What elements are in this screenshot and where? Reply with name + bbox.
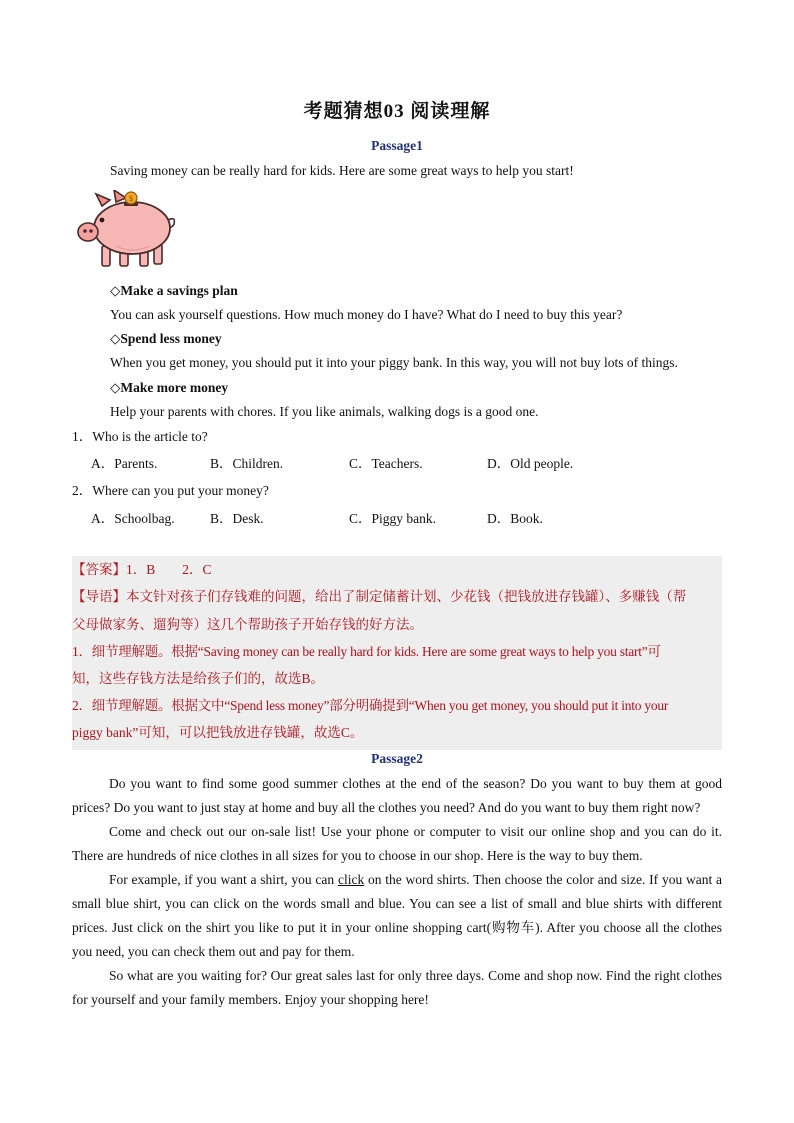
explanation-1-line-2: 知，这些存钱方法是给孩子们的，故选B。 xyxy=(72,671,325,686)
passage2-body xyxy=(72,772,722,1012)
explanation-2-line-2: piggy bank”可知，可以把钱放进存钱罐，故选C。 xyxy=(72,725,364,740)
tip-2-heading: ◇Spend less money xyxy=(110,331,222,346)
passage2-heading: Passage2 xyxy=(371,751,423,766)
passage1-intro: Saving money can be really hard for kids. Here are some great ways to help you start! xyxy=(110,163,574,178)
piggy-bank-illustration xyxy=(72,190,184,272)
q2-option-d: D．Book. xyxy=(487,511,543,526)
question-2-stem: 2．Where can you put your money? xyxy=(72,483,269,498)
guide-line-1: 【导语】本文针对孩子们存钱难的问题，给出了制定储蓄计划、少花钱（把钱放进存钱罐）、多赚钱（帮 xyxy=(72,589,687,604)
explanation-1-line-1: 1．细节理解题。根据“Saving money can be really hard for kids. Here are some great ways to help you start”可 xyxy=(72,644,661,659)
q1-option-d: D．Old people. xyxy=(487,456,574,471)
q2-option-a: A．Schoolbag. xyxy=(91,511,175,526)
passage2-paragraph-4: So what are you waiting for? Our great sales last for only three days. Come and shop now. Find the right clothes for yourself and your family members. Enjoy your shopping here! xyxy=(72,968,722,1007)
click-underlined-word: click xyxy=(337,872,365,887)
explanation-2-line-1: 2．细节理解题。根据文中“Spend less money”部分明确提到“When you get money, you should put it into your xyxy=(72,698,669,713)
tip-3-text: Help your parents with chores. If you like animals, walking dogs is a good one. xyxy=(110,404,539,419)
q2-option-c: C．Piggy bank. xyxy=(349,511,437,526)
question-1-stem: 1．Who is the article to? xyxy=(72,429,208,444)
tip-1-text: You can ask yourself questions. How much money do I have? What do I need to buy this year? xyxy=(110,307,623,322)
passage1-heading: Passage1 xyxy=(371,138,423,153)
passage2-paragraph-1: Do you want to find some good summer clothes at the end of the season? Do you want to buy them at good prices? Do you want to just stay at home and buy all the clothes you need? And do you want to buy them right now? xyxy=(72,776,722,815)
passage2-paragraph-2: Come and check out our on-sale list! Use your phone or computer to visit our online shop and you can do it. There are hundreds of nice clothes in all sizes for you to choose in our shop. Here is the way to buy them. xyxy=(72,824,722,863)
q1-option-b: B．Children. xyxy=(210,456,284,471)
passage2-paragraph-3 xyxy=(72,868,722,964)
p3-text-end: on the word shirts. Then choose the color and size. If you want a small blue shirt, you can click on the words small and blue. You can see a list of small and blue shirts with different prices. Just click on the shirt you like to put it in your online shopping cart(购物车). After you choose all the clothes you need, you can check them out and pay for them. xyxy=(72,872,722,959)
page-title: 考题猜想03 阅读理解 xyxy=(303,101,491,122)
guide-line-2: 父母做家务、遛狗等）这几个帮助孩子开始存钱的好方法。 xyxy=(72,617,423,632)
tip-3-heading: ◇Make more money xyxy=(110,380,229,395)
q1-option-a: A．Parents. xyxy=(91,456,158,471)
p3-text-start: For example, if you want a shirt, you can xyxy=(109,872,338,887)
q2-option-b: B．Desk. xyxy=(210,511,264,526)
svg-text:$: $ xyxy=(128,194,134,203)
answer-line: 【答案】1．B 2．C xyxy=(72,562,212,577)
tip-2-text: When you get money, you should put it into your piggy bank. In this way, you will not buy lots of things. xyxy=(110,355,678,370)
q1-option-c: C．Teachers. xyxy=(349,456,423,471)
tip-1-heading: ◇Make a savings plan xyxy=(110,283,238,298)
